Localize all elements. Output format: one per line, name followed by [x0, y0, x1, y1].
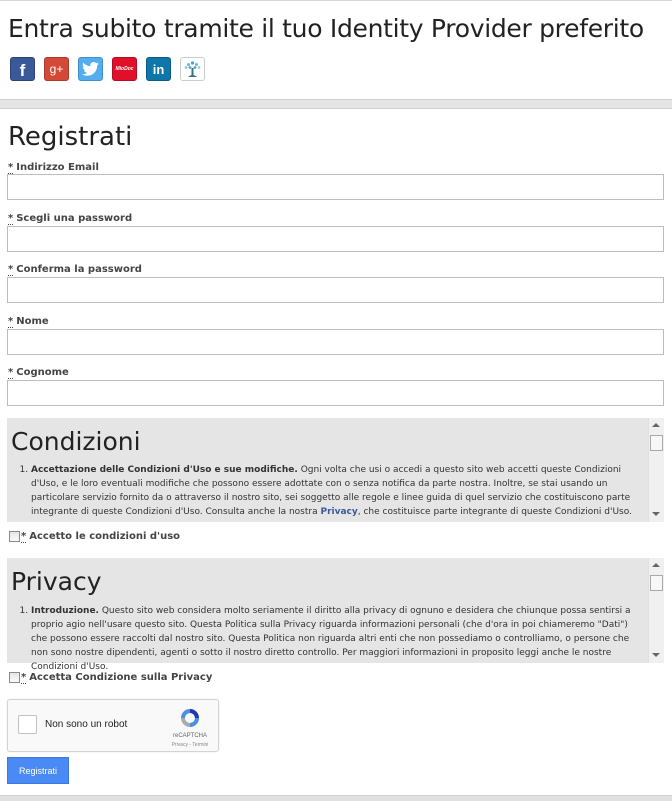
- scroll-down-arrow-icon[interactable]: [652, 512, 660, 516]
- email-label: * Indirizzo Email: [8, 162, 99, 173]
- required-mark: *: [21, 531, 27, 542]
- recaptcha-brand: reCAPTCHA: [172, 733, 207, 739]
- confirm-password-label: * Conferma la password: [8, 264, 142, 275]
- last-name-field[interactable]: [7, 380, 664, 406]
- first-name-field[interactable]: [7, 329, 664, 355]
- footer-divider: [0, 795, 672, 801]
- myid-icon: MioDoc: [115, 66, 134, 72]
- google-plus-icon: g+: [49, 62, 64, 76]
- privacy-link[interactable]: Privacy: [320, 507, 358, 517]
- facebook-login-button[interactable]: [10, 57, 35, 81]
- accept-privacy-row[interactable]: [9, 671, 212, 683]
- scroll-thumb[interactable]: [650, 435, 663, 451]
- required-mark: *: [8, 162, 14, 173]
- idp-icon-list: [10, 57, 205, 81]
- required-mark: *: [8, 213, 14, 224]
- scroll-up-arrow-icon[interactable]: [652, 563, 660, 567]
- register-button[interactable]: Registrati: [7, 757, 69, 784]
- accept-conditions-label: Accetto le condizioni d'uso: [29, 530, 181, 542]
- linkedin-login-button[interactable]: [146, 57, 171, 81]
- conditions-item: 1. Accettazione delle Condizioni d'Uso e sue modifiche. Ogni volta che usi o accedi a questo sito web accetti queste Condizioni d'Uso, e le loro eventuali modifiche che possono essere adottate con o senza notifica da parte nostra. Inoltre, se stai usando un particolare servizio fornito da o attraverso il nostro sito, sei soggetto alle regole e linee guida di quel servizio che costituiscono parte integrante di queste Condizioni d'Uso. Consulta anche la nostra Privacy, che costituisce parte integrante di queste Condizioni d'Uso.: [31, 463, 646, 519]
- conditions-title: Condizioni: [11, 427, 141, 456]
- privacy-scroll-box[interactable]: [7, 558, 664, 672]
- conditions-scrollbar[interactable]: [648, 418, 664, 522]
- linkedin-icon: in: [152, 61, 165, 77]
- tree-provider-login-button[interactable]: [180, 57, 205, 81]
- register-title: Registrati: [8, 122, 133, 152]
- facebook-icon: f: [19, 61, 26, 80]
- required-mark: *: [21, 672, 27, 683]
- scroll-up-arrow-icon[interactable]: [652, 423, 660, 427]
- recaptcha-label: Non sono un robot: [45, 719, 128, 730]
- privacy-list: [7, 604, 646, 674]
- scroll-down-arrow-icon[interactable]: [652, 653, 660, 657]
- required-mark: *: [8, 367, 14, 378]
- email-field[interactable]: [7, 174, 664, 200]
- accept-conditions-row[interactable]: [9, 530, 180, 542]
- password-field[interactable]: [7, 226, 664, 252]
- idp-title: Entra subito tramite il tuo Identity Provider preferito: [8, 14, 644, 43]
- tree-icon: [182, 59, 203, 79]
- conditions-list: [7, 463, 646, 519]
- scroll-thumb[interactable]: [650, 575, 663, 591]
- required-mark: *: [8, 316, 14, 327]
- privacy-title: Privacy: [11, 567, 102, 596]
- twitter-login-button[interactable]: [78, 57, 103, 81]
- privacy-item: 1. Introduzione. Questo sito web considera molto seriamente il diritto alla privacy di ognuno e desidera che chiunque possa sentirsi a proprio agio nell'usare questo sito. Questa Politica sulla Privacy riguarda informazioni personali (che d'ora in poi chiameremo "Dati") che possono essere raccolti dal nostro sito. Questa Politica non riguarda altri enti che non possediamo o controlliamo, o persone che non sono nostre dipendenti, agenti o sotto il nostro diretto controllo. Per maggiori informazioni in proposito leggi anche le nostre Condizioni d'Uso.: [31, 604, 646, 674]
- password-label: * Scegli una password: [8, 213, 133, 224]
- accept-privacy-label: Accetta Condizione sulla Privacy: [29, 671, 213, 683]
- privacy-item-heading: Introduzione.: [31, 606, 99, 616]
- section-divider: [0, 99, 672, 109]
- recaptcha-checkbox[interactable]: [18, 715, 37, 734]
- twitter-icon: [82, 62, 99, 76]
- first-name-label: * Nome: [8, 316, 49, 327]
- last-name-label: * Cognome: [8, 367, 69, 378]
- conditions-scroll-box[interactable]: [7, 418, 664, 522]
- conditions-item-heading: Accettazione delle Condizioni d'Uso e sue modifiche.: [31, 465, 298, 475]
- accept-privacy-checkbox[interactable]: [9, 672, 20, 683]
- google-plus-login-button[interactable]: [44, 57, 69, 81]
- recaptcha-terms-link[interactable]: Privacy - Termini: [171, 742, 209, 748]
- recaptcha-widget: [7, 699, 219, 752]
- required-mark: *: [8, 264, 14, 275]
- recaptcha-logo-icon: [179, 707, 201, 729]
- privacy-scrollbar[interactable]: [648, 558, 664, 663]
- confirm-password-field[interactable]: [7, 277, 664, 303]
- top-border: [0, 0, 672, 1]
- myid-login-button[interactable]: [112, 57, 137, 81]
- accept-conditions-checkbox[interactable]: [9, 531, 20, 542]
